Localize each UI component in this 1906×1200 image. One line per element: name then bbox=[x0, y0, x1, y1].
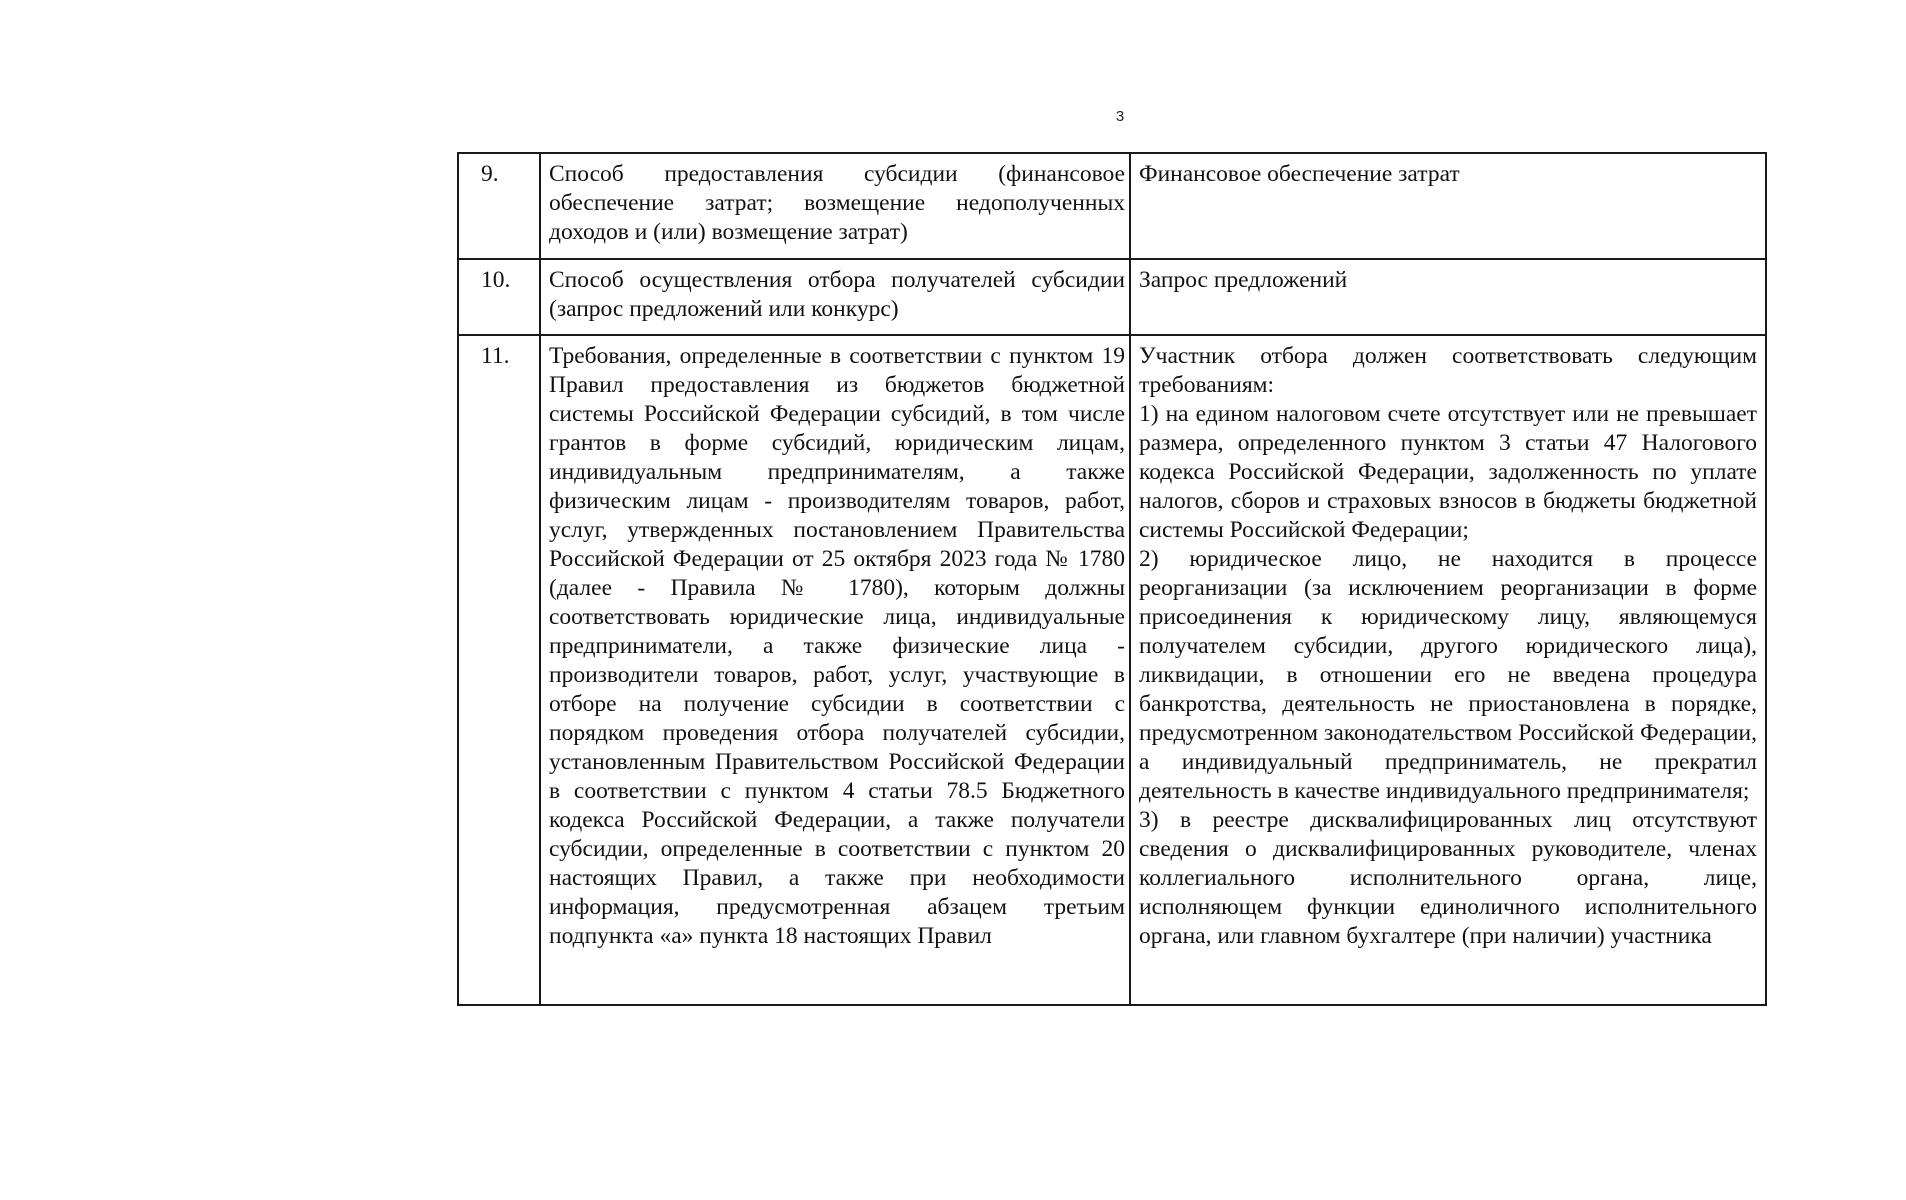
table-row bbox=[458, 259, 1766, 335]
row-number: 10. bbox=[458, 259, 540, 335]
row-number: 9. bbox=[458, 153, 540, 259]
value-paragraph: Финансовое обеспечение затрат bbox=[1139, 161, 1460, 187]
row-parameter: Способ осуществления отбора получателей субсидии (запрос предложений или конкурс) bbox=[540, 259, 1130, 335]
requirements-table bbox=[457, 152, 1767, 1006]
row-value bbox=[1130, 153, 1766, 259]
value-paragraph: Запрос предложений bbox=[1139, 267, 1348, 293]
row-parameter: Способ предоставления субсидии (финансовое обеспечение затрат; возмещение недополученных доходов и (или) возмещение затрат) bbox=[540, 153, 1130, 259]
row-number: 11. bbox=[458, 335, 540, 1005]
value-paragraph: 1) на едином налоговом счете отсутствует или не превышает размера, определенного пунктом 3 статьи 47 Налогового кодекса Российской Федерации, задолженность по уплате налогов, сборов и страховых взносов в бюджеты бюджетной системы Российской Федерации; bbox=[1139, 401, 1757, 543]
table-row bbox=[458, 153, 1766, 259]
page-number: 3 bbox=[1115, 108, 1125, 125]
value-paragraph: 3) в реестре дисквалифицированных лиц отсутствуют сведения о дисквалифицированных руководителе, членах коллегиального исполнительного органа, лице, исполняющем функции единоличного исполнительного органа, или главном бухгалтере (при наличии) участника bbox=[1139, 807, 1757, 949]
table-row bbox=[458, 335, 1766, 1005]
row-parameter: Требования, определенные в соответствии с пунктом 19 Правил предоставления из бюджетов бюджетной системы Российской Федерации субсидий, в том числе грантов в форме субсидий, юридическим лицам, индивидуальным предпринимателям, а также физическим лицам - производителям товаров, работ, услуг, утвержденных постановлением Правительства Российской Федерации от 25 октября 2023 года № 1780 (далее - Правила № 1780), которым должны соответствовать юридические лица, индивидуальные предприниматели, а также физические лица - производители товаров, работ, услуг, участвующие в отборе на получение субсидии в соответствии с порядком проведения отбора получателей субсидии, установленным Правительством Российской Федерации в соответствии с пунктом 4 статьи 78.5 Бюджетного кодекса Российской Федерации, а также получатели субсидии, определенные в соответствии с пунктом 20 настоящих Правил, а также при необходимости информация, предусмотренная абзацем третьим подпункта «а» пункта 18 настоящих Правил bbox=[540, 335, 1130, 1005]
row-value bbox=[1130, 335, 1766, 1005]
row-value bbox=[1130, 259, 1766, 335]
value-paragraph: Участник отбора должен соответствовать следующим требованиям: bbox=[1139, 343, 1757, 398]
value-paragraph: 2) юридическое лицо, не находится в процессе реорганизации (за исключением реорганизации в форме присоединения к юридическому лицу, являющемуся получателем субсидии, другого юридического лица), ликвидации, в отношении его не введена процедура банкротства, деятельность не приостановлена в порядке, предусмотренном законодательством Российской Федерации, а индивидуальный предприниматель, не прекратил деятельность в качестве индивидуального предпринимателя; bbox=[1139, 546, 1757, 804]
